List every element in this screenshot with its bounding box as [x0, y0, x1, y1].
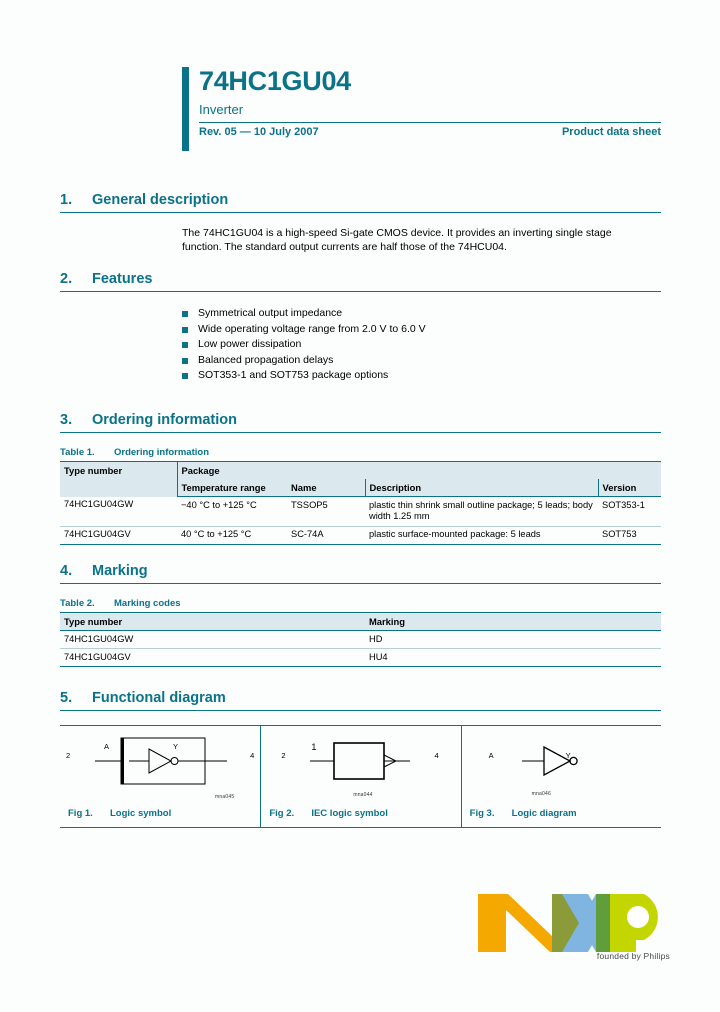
figure-2-box-label: 1	[311, 742, 317, 752]
column-header-version: Version	[598, 479, 661, 497]
section-number: 5.	[60, 690, 73, 706]
figure-logic-diagram	[461, 726, 661, 827]
figure-iec-logic-symbol	[260, 726, 460, 827]
table-row	[60, 631, 661, 649]
list-item	[182, 368, 661, 384]
figure-1-signal-out: Y	[173, 742, 179, 751]
table-header-row	[60, 613, 661, 631]
logic-symbol-svg	[85, 730, 235, 800]
feature-label: Low power dissipation	[198, 338, 302, 350]
table-caption	[60, 447, 661, 458]
list-item	[182, 353, 661, 369]
section-number: 4.	[60, 563, 73, 579]
figure-1-label: Fig 1.	[68, 808, 93, 819]
nxp-logo-svg	[476, 892, 672, 954]
revision-line	[199, 122, 661, 138]
figure-3-signal-out: Y	[565, 751, 571, 760]
square-bullet-icon	[182, 373, 188, 379]
logic-diagram-svg	[486, 730, 636, 800]
figure-2-pin-in: 2	[281, 751, 286, 760]
table-row	[60, 497, 661, 527]
table-row	[60, 649, 661, 667]
section-functional-diagram	[60, 690, 661, 828]
list-item	[182, 322, 661, 338]
feature-label: SOT353-1 and SOT753 package options	[198, 369, 389, 381]
figure-2-caption	[261, 804, 460, 827]
section-features	[60, 271, 661, 400]
figure-3-reference-code: mna046	[531, 791, 551, 797]
cell-type-number: 74HC1GU04GV	[60, 649, 365, 667]
table-caption-label: Table 1.	[60, 447, 95, 458]
figure-1-pin-out: 4	[250, 751, 255, 760]
section-general-description	[60, 192, 661, 254]
square-bullet-icon	[182, 358, 188, 364]
figure-2-reference-code: mna044	[353, 792, 373, 798]
table-caption-text: Marking codes	[114, 598, 181, 609]
cell-description: plastic surface-mounted package: 5 leads	[365, 526, 598, 544]
cell-name: TSSOP5	[287, 497, 365, 527]
feature-label: Symmetrical output impedance	[198, 307, 343, 319]
section-title: Marking	[92, 563, 148, 579]
square-bullet-icon	[182, 311, 188, 317]
marking-codes-table	[60, 612, 661, 667]
section-heading	[60, 563, 661, 584]
section-heading	[60, 690, 661, 711]
revision-text: Rev. 05 — 10 July 2007	[199, 126, 319, 138]
list-item	[182, 306, 661, 322]
document-subtitle: Inverter	[199, 102, 244, 117]
section-title: General description	[92, 192, 229, 208]
figure-1-caption	[60, 804, 260, 827]
feature-label: Wide operating voltage range from 2.0 V to 6.0 V	[198, 322, 426, 335]
table-caption-label: Table 2.	[60, 598, 95, 609]
table-caption	[60, 598, 661, 609]
section-heading	[60, 192, 661, 213]
document-title-block	[182, 64, 661, 138]
column-header-marking: Marking	[365, 613, 661, 631]
section-number: 1.	[60, 192, 73, 208]
section-ordering-information	[60, 412, 661, 545]
table-row	[60, 526, 661, 544]
figure-2-label: Fig 2.	[269, 808, 295, 819]
cell-type-number: 74HC1GU04GV	[60, 526, 177, 544]
nxp-logo	[476, 892, 672, 964]
square-bullet-icon	[182, 342, 188, 348]
ordering-information-table	[60, 461, 661, 545]
section-title: Features	[92, 271, 153, 287]
section-number: 2.	[60, 271, 73, 287]
column-header-description: Description	[365, 479, 598, 497]
figure-2-caption-text: IEC logic symbol	[311, 808, 388, 819]
cell-version: SOT353-1	[598, 497, 661, 527]
section-heading	[60, 271, 661, 292]
cell-type-number: 74HC1GU04GW	[60, 631, 365, 649]
document-type: Product data sheet	[561, 126, 661, 138]
figure-3-artwork	[462, 726, 661, 804]
section-heading	[60, 412, 661, 433]
feature-label: Balanced propagation delays	[198, 353, 334, 366]
figure-1-artwork	[60, 726, 260, 804]
cell-description: plastic thin shrink small outline package; 5 leads; body width 1.25 mm	[365, 497, 598, 527]
figures-row	[60, 725, 661, 828]
cell-marking: HU4	[365, 649, 661, 667]
column-header-type-number: Type number	[60, 462, 177, 497]
square-bullet-icon	[182, 327, 188, 333]
section-title: Functional diagram	[92, 690, 226, 706]
figure-3-caption	[462, 804, 661, 827]
general-description-text: The 74HC1GU04 is a high-speed Si-gate CMOS device. It provides an inverting single stage function. The standard output currents are half those of the 74HCU04.	[182, 227, 612, 253]
figure-1-signal-in: A	[104, 742, 110, 751]
figure-1-reference-code: mna045	[215, 794, 235, 800]
section-number: 3.	[60, 412, 73, 428]
cell-type-number: 74HC1GU04GW	[60, 497, 177, 527]
column-header-package: Package	[177, 462, 661, 480]
column-header-temperature-range: Temperature range	[177, 479, 287, 497]
cell-marking: HD	[365, 631, 661, 649]
column-header-type-number: Type number	[60, 613, 365, 631]
logo-tagline: founded by Philips	[596, 951, 670, 961]
page-title: 74HC1GU04	[199, 66, 351, 96]
cell-version: SOT753	[598, 526, 661, 544]
features-list	[182, 306, 661, 384]
title-accent-bar	[182, 67, 189, 151]
table-header-row	[60, 462, 661, 480]
column-header-name: Name	[287, 479, 365, 497]
cell-temperature-range: −40 °C to +125 °C	[177, 497, 287, 527]
cell-name: SC-74A	[287, 526, 365, 544]
section-marking	[60, 563, 661, 667]
figure-1-caption-text: Logic symbol	[110, 808, 172, 819]
section-title: Ordering information	[92, 412, 237, 428]
iec-logic-symbol-svg	[286, 730, 439, 800]
list-item	[182, 337, 661, 353]
cell-temperature-range: 40 °C to +125 °C	[177, 526, 287, 544]
figure-3-signal-in: A	[488, 751, 494, 760]
figure-2-pin-out: 4	[434, 751, 439, 760]
figure-3-label: Fig 3.	[469, 808, 495, 819]
figure-3-caption-text: Logic diagram	[511, 808, 577, 819]
table-caption-text: Ordering information	[114, 447, 209, 458]
figure-logic-symbol	[60, 726, 260, 827]
figure-2-artwork	[261, 726, 460, 804]
figure-1-pin-in: 2	[66, 751, 71, 760]
